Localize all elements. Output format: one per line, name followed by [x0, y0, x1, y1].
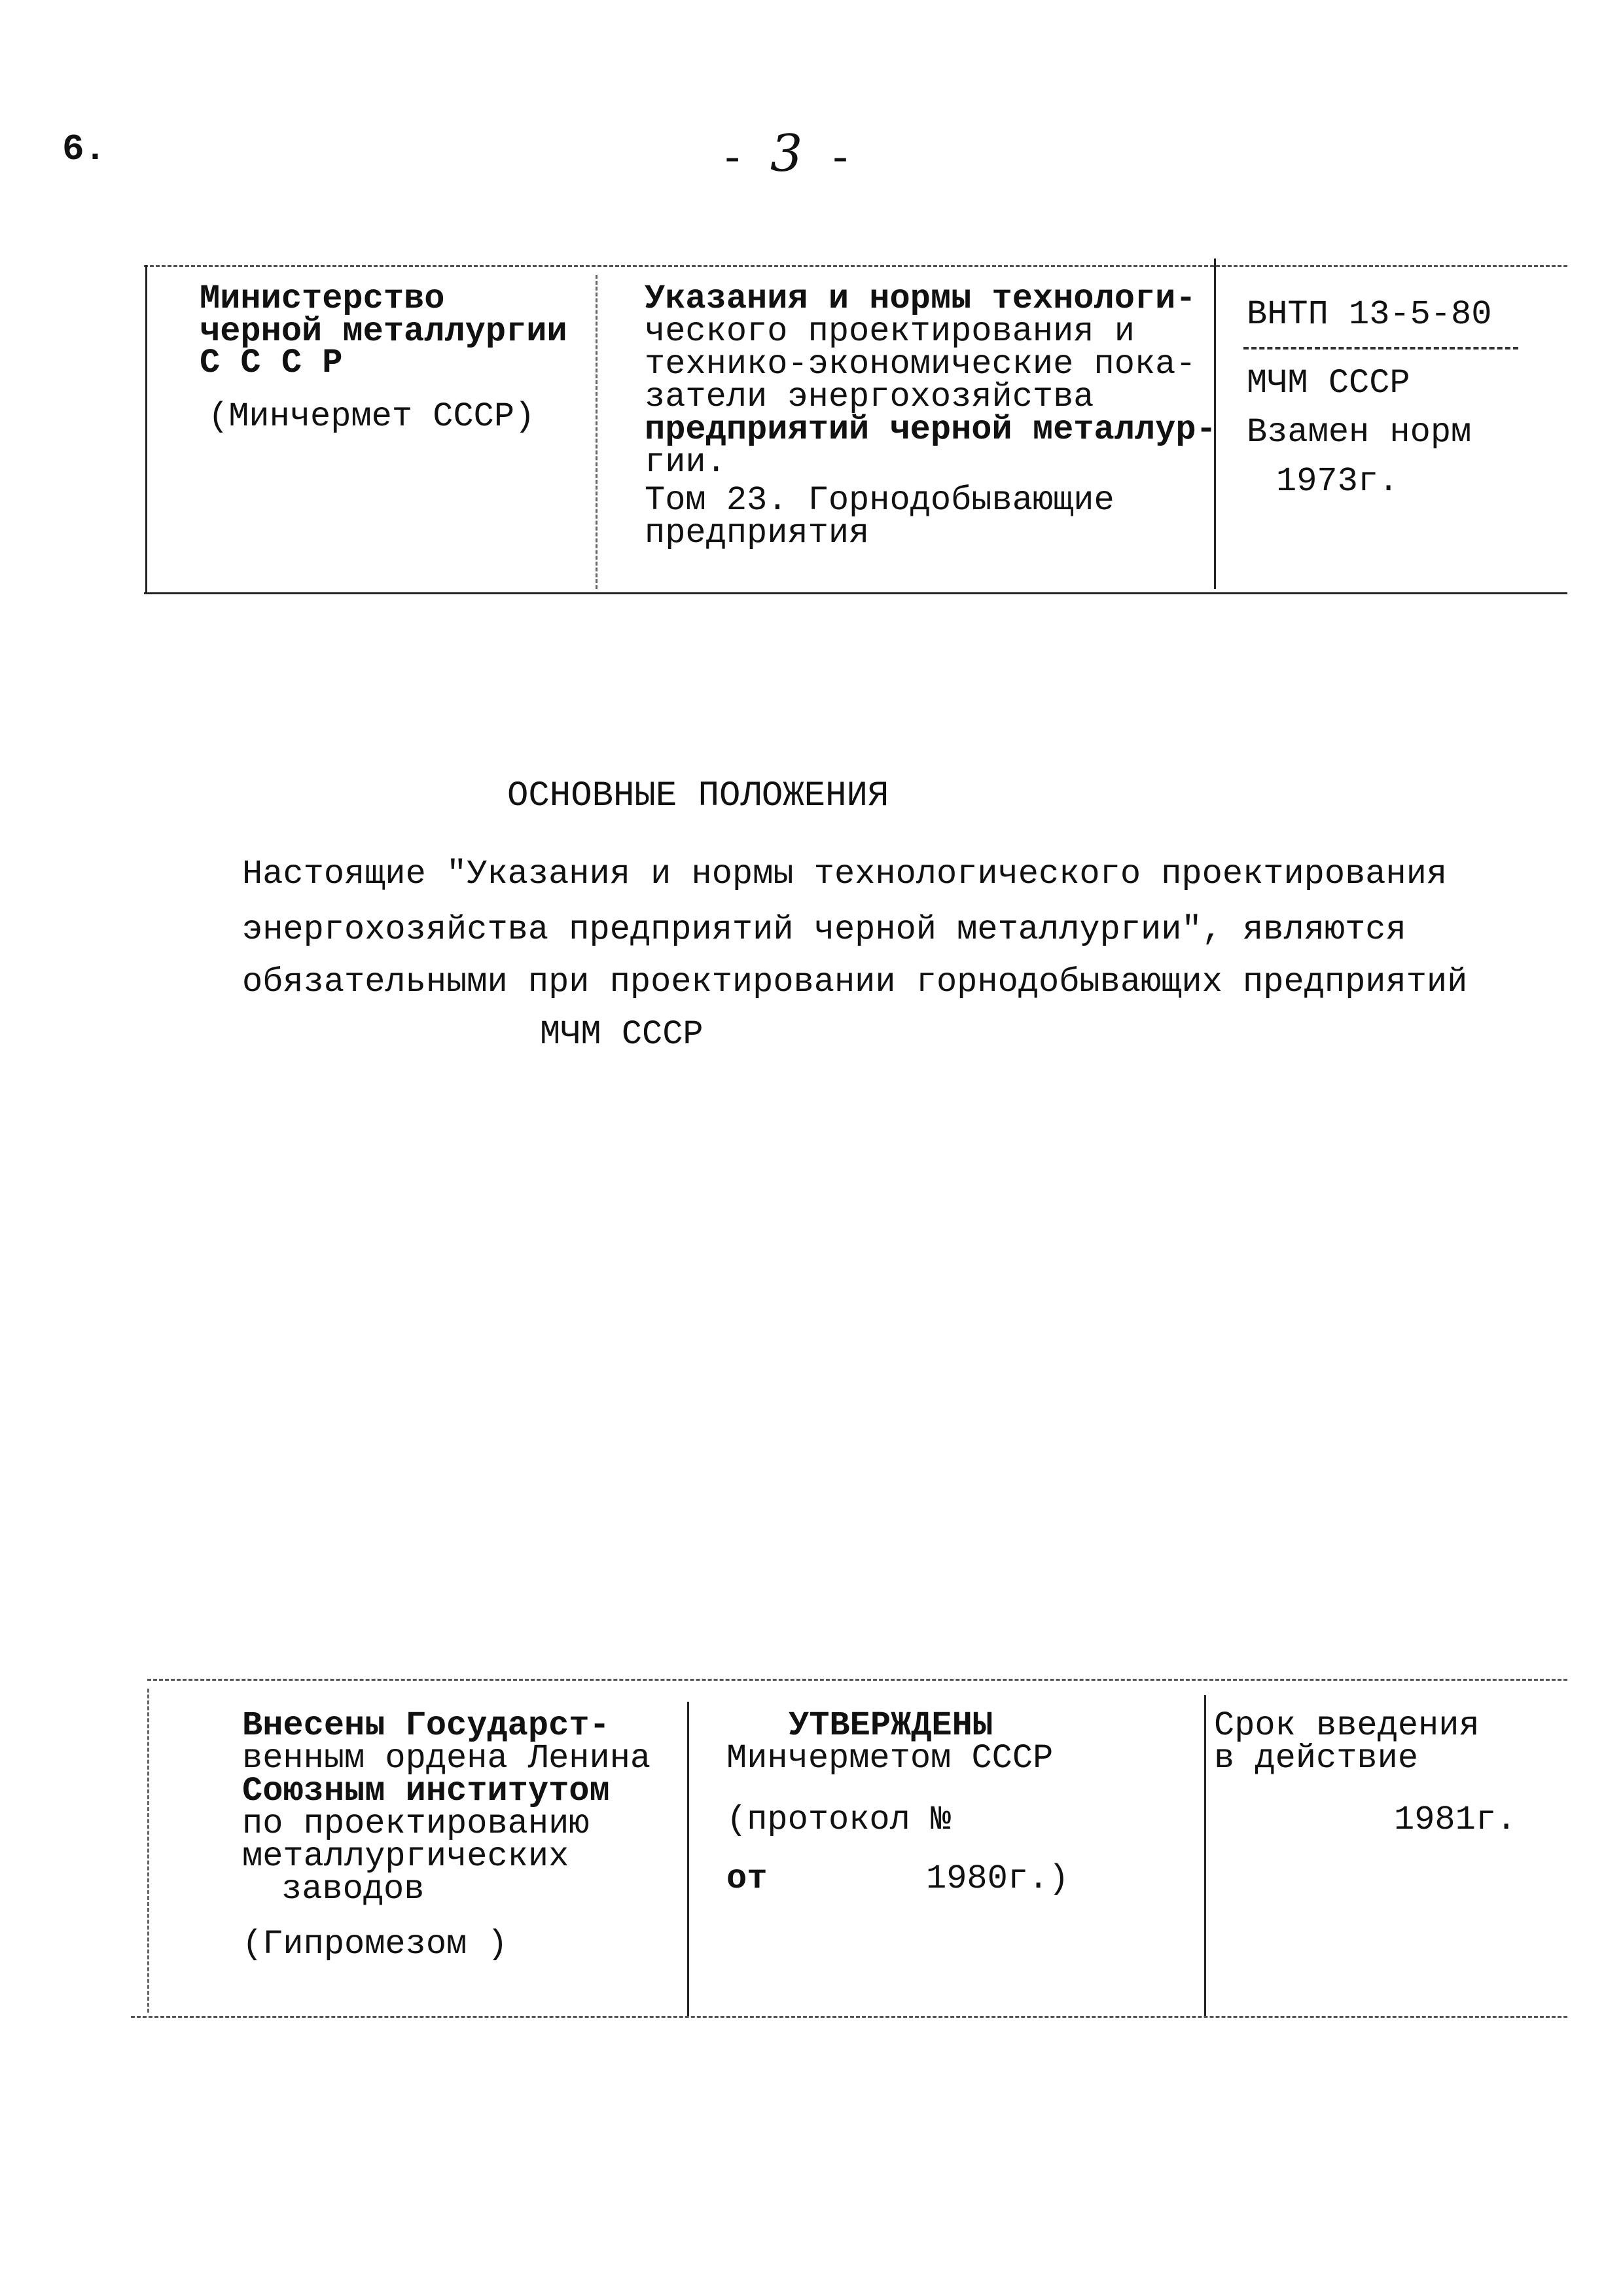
submitted-line-5: металлургических	[242, 1837, 569, 1876]
approved-line-2: Минчерметом СССР	[726, 1739, 1054, 1778]
submitted-line-6: заводов	[281, 1870, 425, 1909]
header-table-divider-1	[596, 275, 597, 589]
submitted-line-3: Союзным институтом	[242, 1772, 610, 1810]
code-number: ВНТП 13-5-80	[1247, 295, 1492, 334]
footer-table-divider-1	[687, 1702, 689, 2016]
title-line-3: технико-экономические пока-	[645, 345, 1196, 384]
section-heading: ОСНОВНЫЕ ПОЛОЖЕНИЯ	[507, 776, 889, 816]
page-number	[720, 124, 853, 184]
title-line-2: ческого проектирования и	[645, 312, 1135, 351]
approved-line-1: УТВЕРЖДЕНЫ	[789, 1706, 993, 1745]
approved-date-year: 1980г.)	[926, 1859, 1069, 1898]
submitted-line-2: венным ордена Ленина	[242, 1739, 651, 1778]
footer-table-divider-2	[1204, 1695, 1206, 2016]
paragraph-line-2: энергохозяйства предприятий черной металлургии", являются	[242, 910, 1406, 949]
header-table-left-rule	[145, 265, 147, 592]
ministry-line-1: Министерство	[200, 279, 445, 318]
submitted-line-4: по проектированию	[242, 1804, 590, 1843]
title-line-7: Том 23. Горнодобывающие	[645, 481, 1115, 520]
approved-line-3: (протокол №	[726, 1801, 952, 1839]
corner-number: 6.	[62, 128, 107, 170]
ministry-line-2: черной металлургии	[200, 312, 567, 351]
footer-table-left-rule	[147, 1689, 149, 2013]
code-replaces-year: 1973г.	[1276, 462, 1399, 501]
effective-line-2: в действие	[1214, 1739, 1419, 1778]
submitted-line-1: Внесены Государст-	[242, 1706, 610, 1745]
code-underline	[1243, 347, 1518, 350]
title-line-8: предприятия	[645, 514, 870, 552]
page-number-suffix: -	[802, 137, 853, 184]
ministry-line-3: С С С Р	[200, 344, 343, 382]
code-replaces: Взамен норм	[1247, 413, 1472, 452]
effective-line-1: Срок введения	[1214, 1706, 1480, 1745]
paragraph-line-1: Настоящие "Указания и нормы технологического проектирования	[242, 855, 1448, 893]
title-line-4: затели энергохозяйства	[645, 378, 1094, 416]
header-table-bottom-rule	[144, 592, 1567, 594]
footer-table-top-rule	[147, 1679, 1567, 1681]
footer-table-bottom-rule	[131, 2016, 1567, 2018]
code-authority: МЧМ СССР	[1247, 364, 1410, 403]
title-line-5: предприятий черной металлур-	[645, 410, 1217, 449]
page-number-value: 3	[770, 124, 803, 183]
header-table-top-rule	[144, 265, 1567, 267]
title-line-1: Указания и нормы технологи-	[645, 279, 1196, 318]
effective-year: 1981г.	[1394, 1801, 1517, 1839]
page-number-prefix: -	[720, 137, 770, 184]
ministry-line-4: (Минчермет СССР)	[208, 397, 535, 436]
approved-date-prefix: от	[726, 1859, 768, 1898]
paragraph-line-4: МЧМ СССР	[540, 1015, 704, 1054]
paragraph-line-3: обязательными при проектировании горнодобывающих предприятий	[242, 963, 1468, 1001]
submitted-line-7: (Гипромезом )	[242, 1925, 508, 1964]
title-line-6: гии.	[645, 443, 726, 482]
